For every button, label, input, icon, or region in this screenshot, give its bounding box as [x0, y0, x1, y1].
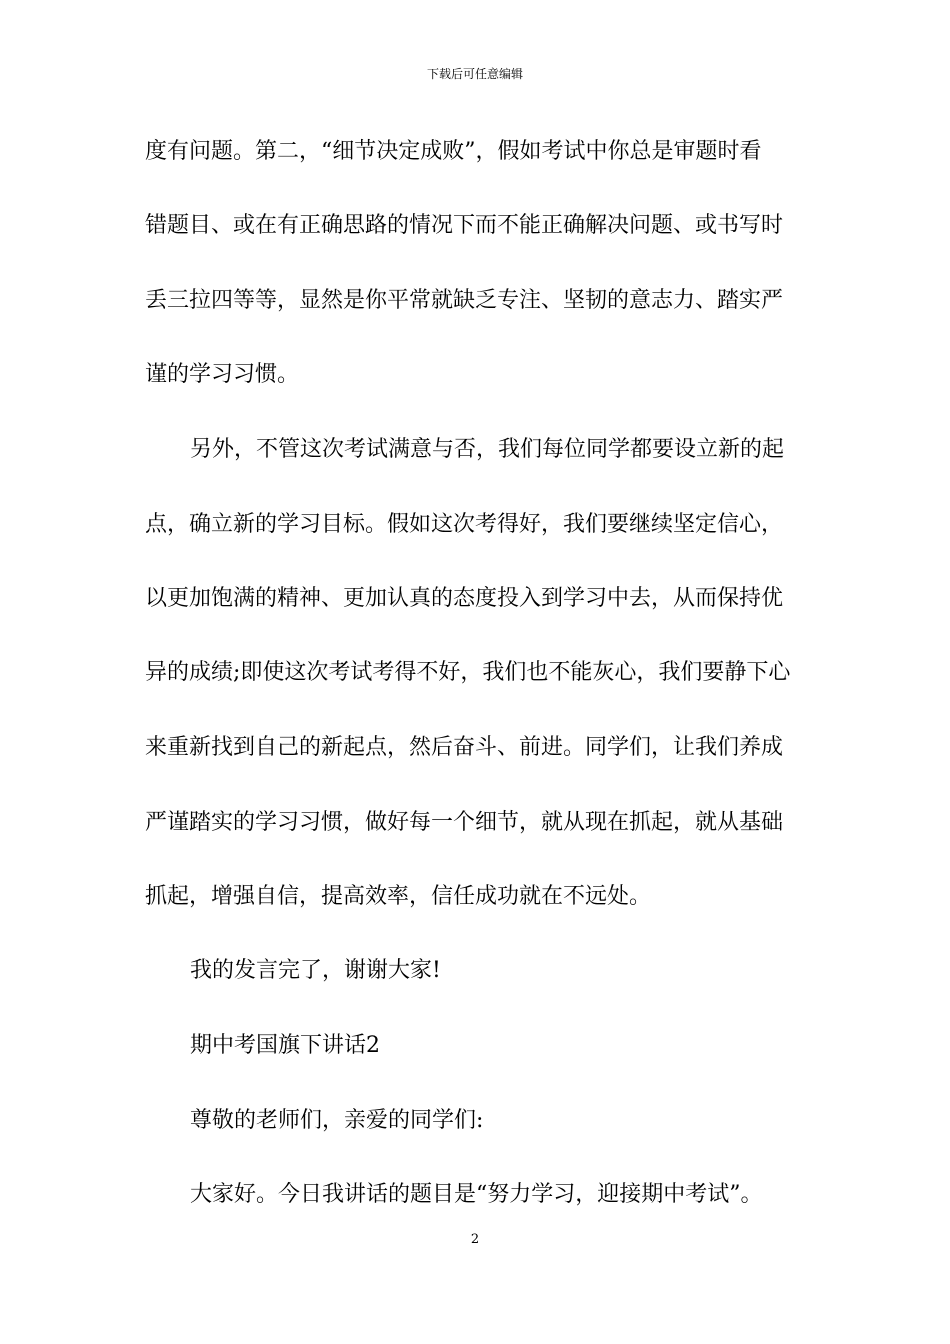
- speech-title: 期中考国旗下讲话2: [190, 1033, 380, 1058]
- opening-sentence: 大家好。今日我讲话的题目是“努力学习，迎接期中考试”。: [190, 1182, 763, 1207]
- paragraph-1-line-1: 度有问题。第二，“细节决定成败”，假如考试中你总是审题时看: [145, 139, 762, 164]
- paragraph-1-line-2: 错题目、或在有正确思路的情况下而不能正确解决问题、或书写时: [145, 213, 784, 238]
- paragraph-1-line-4: 谨的学习习惯。: [145, 362, 300, 387]
- page-number: 2: [470, 1232, 480, 1247]
- paragraph-2-line-2: 点，确立新的学习目标。假如这次考得好，我们要继续坚定信心，: [145, 512, 784, 537]
- paragraph-1-line-3: 丢三拉四等等，显然是你平常就缺乏专注、坚韧的意志力、踏实严: [145, 288, 784, 313]
- paragraph-2-line-1: 另外，不管这次考试满意与否，我们每位同学都要设立新的起: [190, 437, 785, 462]
- paragraph-2-line-5: 来重新找到自己的新起点，然后奋斗、前进。同学们，让我们养成: [145, 735, 784, 760]
- paragraph-2-line-3: 以更加饱满的精神、更加认真的态度投入到学习中去，从而保持优: [145, 586, 784, 611]
- page-header: 下载后可任意编辑: [426, 67, 523, 81]
- paragraph-2-line-7: 抓起，增强自信，提高效率，信任成功就在不远处。: [145, 884, 652, 909]
- salutation: 尊敬的老师们，亲爱的同学们:: [190, 1108, 484, 1133]
- closing-remark: 我的发言完了，谢谢大家!: [190, 958, 441, 983]
- paragraph-2-line-6: 严谨踏实的学习习惯，做好每一个细节，就从现在抓起，就从基础: [145, 810, 784, 835]
- paragraph-2-line-4: 异的成绩;即使这次考试考得不好，我们也不能灰心，我们要静下心: [145, 660, 791, 685]
